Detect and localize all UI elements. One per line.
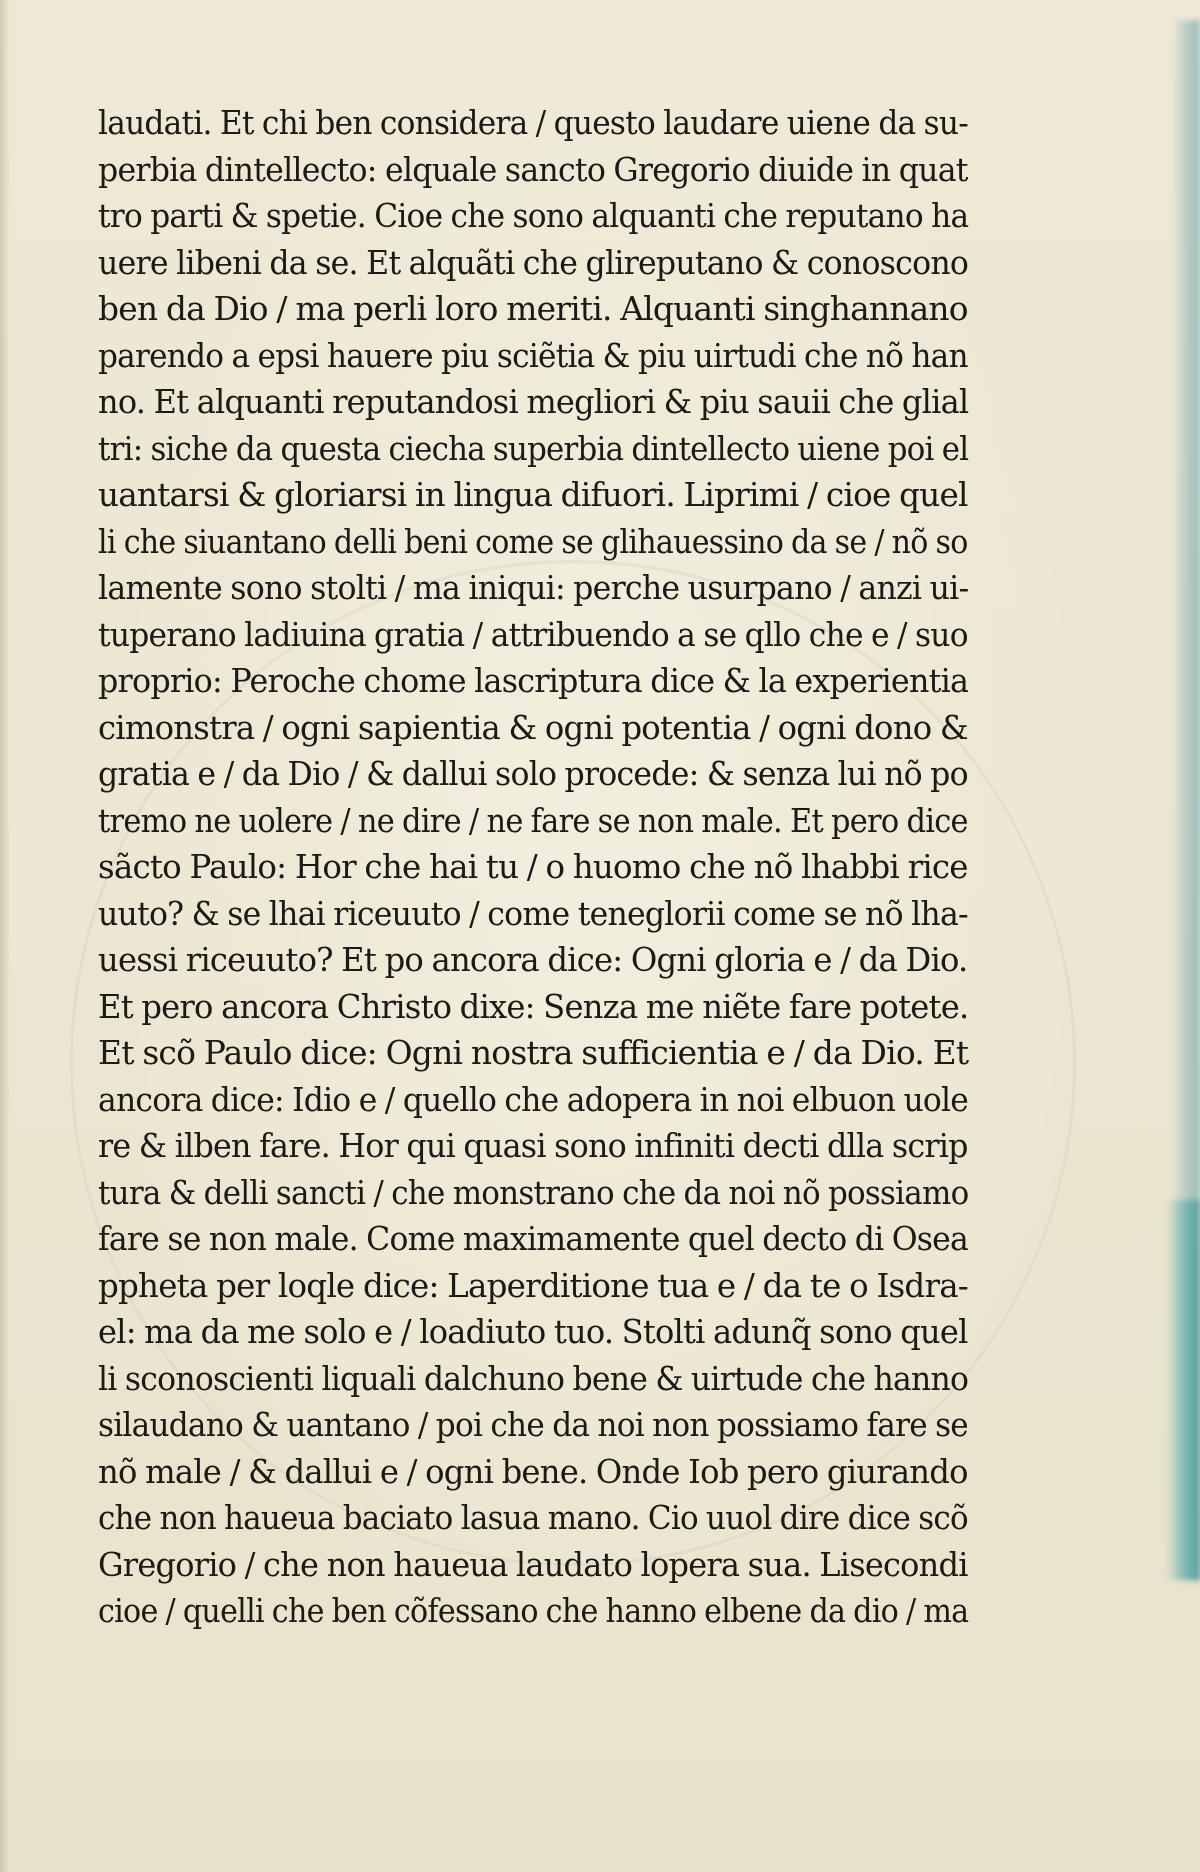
text-line: gratia e / da Dio / & dallui solo procede: & senza lui nõ po (98, 754, 968, 793)
text-line: Et pero ancora Christo dixe: Senza me niẽte fare potete. (98, 986, 969, 1026)
text-line: uessi riceuuto? Et po ancora dice: Ogni gloria e / da Dio. (98, 940, 968, 979)
text-line: laudati. Et chi ben considera / questo laudare uiene da su- (98, 103, 969, 142)
text-line: no. Et alquanti reputandosi megliori & piu sauii che glial (98, 382, 969, 421)
text-line: li che siuantano delli beni come se glihauessino da se / nõ so (98, 521, 968, 561)
text-line: Gregorio / che non haueua laudato lopera sua. Lisecondi (98, 1544, 968, 1584)
text-line: ppheta per loqle dice: Laperditione tua e / da te o Isdra- (98, 1265, 969, 1305)
text-line: ben da Dio / ma perli loro meriti. Alquanti singhannano (98, 289, 968, 328)
text-line: nõ male / & dallui e / ogni bene. Onde Iob pero giurando (98, 1451, 968, 1491)
text-line: ancora dice: Idio e / quello che adopera in noi elbuon uole (98, 1079, 969, 1119)
text-line: tremo ne uolere / ne dire / ne fare se non male. Et pero dice (98, 800, 968, 840)
text-line: silaudano & uantano / poi che da noi non possiamo fare se (98, 1405, 968, 1444)
text-line: lamente sono stolti / ma iniqui: perche usurpano / anzi ui- (98, 568, 969, 607)
text-line: uere libeni da se. Et alquãti che glireputano & conoscono (98, 242, 969, 282)
text-line: cioe / quelli che ben cõfessano che hanno elbene da dio / ma (98, 1591, 969, 1630)
body-text (98, 100, 968, 1635)
text-line: perbia dintellecto: elquale sancto Gregorio diuide in quat (98, 149, 968, 189)
page-edge-shadow (0, 0, 10, 1872)
text-line: tro parti & spetie. Cioe che sono alquanti che reputano ha (98, 196, 969, 235)
text-line: tura & delli sancti / che monstrano che da noi nõ possiamo (98, 1172, 969, 1212)
text-line: cimonstra / ogni sapientia & ogni potentia / ogni dono & (98, 707, 968, 747)
text-line: re & ilben fare. Hor qui quasi sono infiniti decti dlla scrip (98, 1126, 968, 1165)
text-line: Et scõ Paulo dice: Ogni nostra sufficientia e / da Dio. Et (98, 1033, 969, 1072)
text-line: li sconoscienti liquali dalchuno bene & uirtude che hanno (98, 1358, 969, 1398)
text-line: tuperano ladiuina gratia / attribuendo a se qllo che e / suo (98, 614, 968, 654)
text-line: parendo a epsi hauere piu sciẽtia & piu uirtudi che nõ han (98, 335, 968, 375)
text-line: el: ma da me solo e / loadiuto tuo. Stolti adunq̃ sono quel (98, 1312, 968, 1351)
blue-stain-lower (1164, 1200, 1200, 1580)
text-line: proprio: Peroche chome lascriptura dice & la experientia (98, 661, 969, 700)
text-line: uantarsi & gloriarsi in lingua difuori. Liprimi / cioe quel (98, 475, 968, 514)
text-line: tri: siche da questa ciecha superbia dintellecto uiene poi el (98, 428, 969, 468)
text-line: fare se non male. Come maximamente quel decto di Osea (98, 1219, 969, 1258)
text-line: sãcto Paulo: Hor che hai tu / o huomo che nõ lhabbi rice (98, 847, 968, 886)
text-line: che non haueua baciato lasua mano. Cio uuol dire dice scõ (98, 1498, 968, 1537)
text-line: uuto? & se lhai riceuuto / come teneglorii come se nõ lha- (98, 893, 968, 933)
